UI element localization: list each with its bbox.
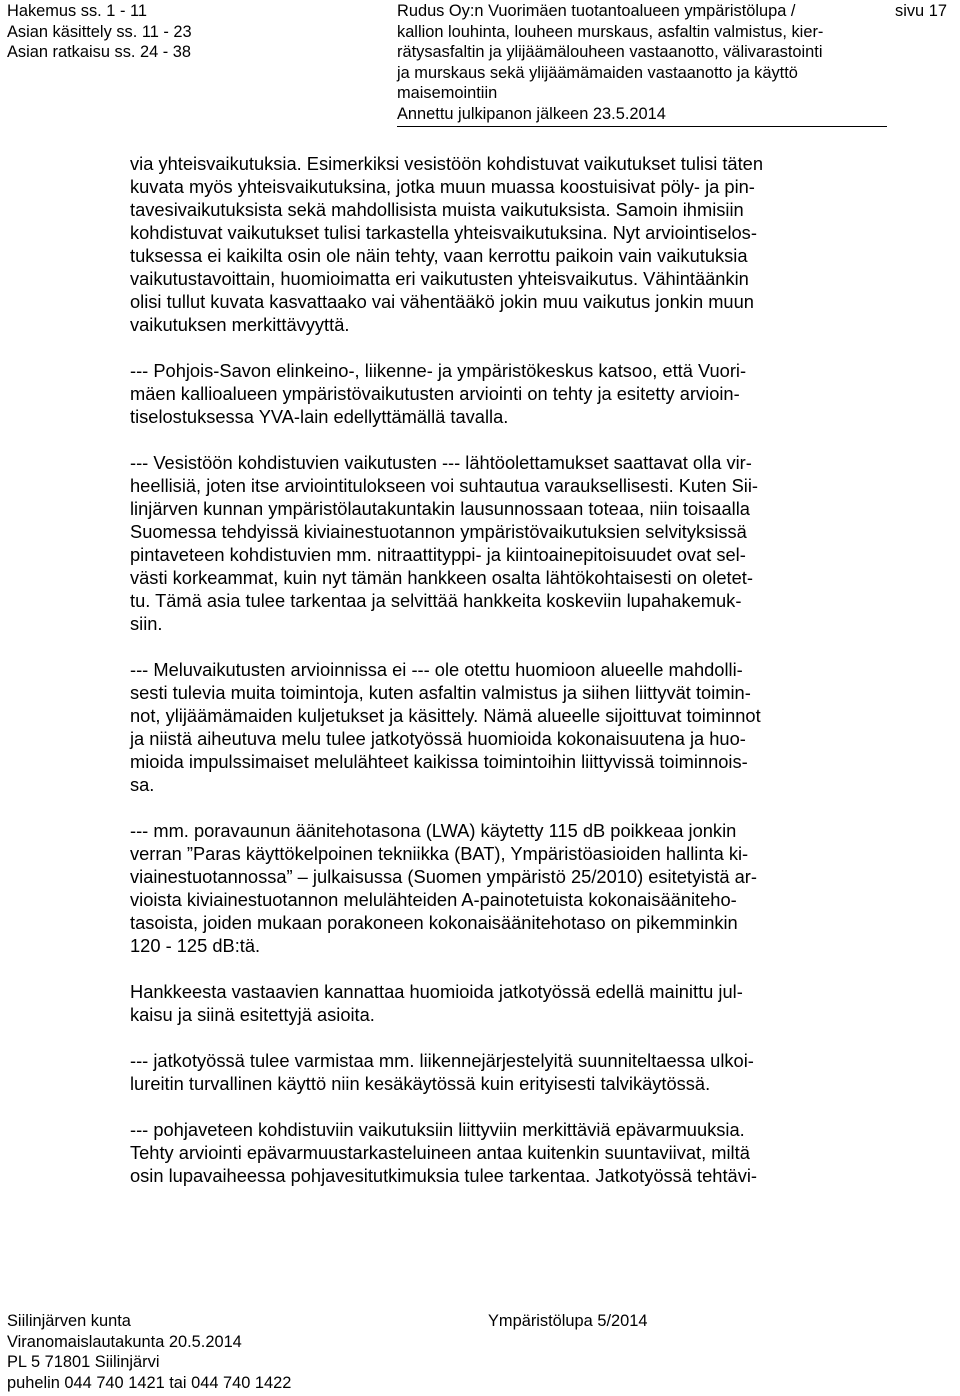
body-line: vioista kiviainestuotannon melulähteiden A-painotetuista kokonaisäänitehо- [130, 889, 737, 910]
body-paragraph [130, 658, 890, 796]
body-line: --- pohjaveteen kohdistuviin vaikutuksiin liittyviin merkittäviä epävarmuuksia. [130, 1119, 745, 1140]
body-line: tu. Tämä asia tulee tarkentaa ja selvittää hankkeita koskeviin lupahakemuk- [130, 590, 742, 611]
header-document-title [397, 1, 887, 124]
header-title-line: rätysasfaltin ja ylijäämälouheen vastaanotto, välivarastointi [397, 43, 823, 61]
body-line: pintaveteen kohdistuvien mm. nitraattityppi- ja kiintoainepitoisuudet ovat sel- [130, 544, 746, 565]
body-line: västi korkeammat, kuin nyt tämän hankkeen osalta lähtökohtaisesti on oletet- [130, 567, 753, 588]
body-line: heellisiä, joten itse arviointitulokseen voi suhtautua varauksellisesti. Kuten Sii- [130, 475, 758, 496]
body-line: Tehty arviointi epävarmuustarkasteluineen antaa kuitenkin suuntaviivat, miltä [130, 1142, 750, 1163]
footer-issuer [7, 1311, 291, 1393]
body-paragraph [130, 819, 890, 957]
body-paragraph [130, 1118, 890, 1187]
body-line: mäen kallioalueen ympäristövaikutusten arviointi on tehty ja esitetty arvioin- [130, 383, 740, 404]
body-line: ja niistä aiheutuva melu tulee jatkotyössä huomioida kokonaisuutena ja huo- [130, 728, 746, 749]
body-line: vaikutustavoittain, huomioimatta eri vaikutusten yhteisvaikutus. Vähintäänkin [130, 268, 749, 289]
body-line: mioida impulssimaiset melulähteet kaikissa toimintoihin liittyvissä toiminnois- [130, 751, 748, 772]
header-left-line: Hakemus ss. 1 - 11 [7, 2, 147, 20]
body-line: via yhteisvaikutuksia. Esimerkiksi vesistöön kohdistuvat vaikutukset tulisi täten [130, 153, 764, 174]
body-paragraph [130, 359, 890, 428]
body-line: tiselostuksessa YVA-lain edellyttämällä tavalla. [130, 406, 509, 427]
body-line: viainestuotannossa” – julkaisussa (Suomen ympäristö 25/2010) esitetyistä ar- [130, 866, 757, 887]
body-line: kohdistuvat vaikutukset tulisi tarkastella yhteisvaikutuksina. Nyt arviointiselos- [130, 222, 757, 243]
header-title-line: maisemointiin [397, 84, 498, 102]
document-body [130, 152, 890, 1210]
footer-permit-number: Ympäristölupa 5/2014 [488, 1312, 648, 1330]
body-paragraph [130, 980, 890, 1026]
body-line: lureitin turvallinen käyttö niin kesäkäytössä kuin erityisesti talvikäytössä. [130, 1073, 711, 1094]
body-line: olisi tullut kuvata kasvattaako vai vähentääkö jokin muu vaikutus jonkin muun [130, 291, 754, 312]
body-line: --- jatkotyössä tulee varmistaa mm. liikennejärjestelyitä suunniteltaessa ulkoi- [130, 1050, 754, 1071]
footer-line: Viranomaislautakunta 20.5.2014 [7, 1332, 242, 1351]
body-line: siin. [130, 613, 163, 634]
body-line: linjärven kunnan ympäristölautakuntakin lausunnossaan toteaa, niin toisaalla [130, 498, 750, 519]
header-title-line: ja murskaus sekä ylijäämämaiden vastaanotto ja käyttö [397, 63, 798, 82]
header-case-sections [7, 1, 387, 63]
body-line: --- Vesistöön kohdistuvien vaikutusten --- lähtöolettamukset saattavat olla vir- [130, 452, 752, 473]
body-line: tavesivaikutuksista sekä mahdollisista muista vaikutuksista. Samoin ihmisiin [130, 199, 744, 220]
body-paragraph [130, 152, 890, 336]
body-line: sesti tulevia muita toimintoja, kuten asfaltin valmistus ja siihen liittyvät toimin- [130, 682, 751, 703]
body-line: tuksessa ei kaikilta osin ole näin tehty, vaan kerrottu paikoin vain vaikutuksia [130, 245, 748, 266]
body-line: Hankkeesta vastaavien kannattaa huomioida jatkotyössä edellä mainittu jul- [130, 981, 743, 1002]
body-line: not, ylijäämämaiden kuljetukset ja käsittely. Nämä alueelle sijoittuvat toiminnot [130, 705, 761, 726]
page-number: sivu 17 [895, 2, 947, 20]
body-line: sa. [130, 774, 155, 795]
footer-line: puhelin 044 740 1421 tai 044 740 1422 [7, 1373, 292, 1392]
header-title-line: kallion louhinta, louheen murskaus, asfaltin valmistus, kier- [397, 22, 824, 41]
header-title-line: Rudus Oy:n Vuorimäen tuotantoalueen ympäristölupa / [397, 2, 796, 20]
header-divider [397, 126, 887, 127]
body-line: tasoista, joiden mukaan porakoneen kokonaisäänitehotaso on pikemminkin [130, 912, 738, 933]
header-left-line: Asian käsittely ss. 11 - 23 [7, 22, 192, 41]
body-paragraph [130, 451, 890, 635]
body-paragraph [130, 1049, 890, 1095]
body-line: --- Meluvaikutusten arvioinnissa ei --- ole otettu huomioon alueelle mahdolli- [130, 659, 743, 680]
body-line: kuvata myös yhteisvaikutuksina, jotka muun muassa koostuisivat pöly- ja pin- [130, 176, 755, 197]
body-line: 120 - 125 dB:tä. [130, 935, 261, 956]
header-title-line: Annettu julkipanon jälkeen 23.5.2014 [397, 104, 666, 123]
body-line: --- mm. poravaunun äänitehotasona (LWA) käytetty 115 dB poikkeaa jonkin [130, 820, 737, 841]
footer-line: Siilinjärven kunta [7, 1312, 131, 1330]
body-line: osin lupavaiheessa pohjavesitutkimuksia tulee tarkentaa. Jatkotyössä tehtävi- [130, 1165, 757, 1186]
body-line: kaisu ja siinä esitettyjä asioita. [130, 1004, 375, 1025]
body-line: verran ”Paras käyttökelpoinen tekniikka (BAT), Ympäristöasioiden hallinta ki- [130, 843, 749, 864]
header-left-line: Asian ratkaisu ss. 24 - 38 [7, 43, 192, 61]
footer-line: PL 5 71801 Siilinjärvi [7, 1353, 160, 1371]
body-line: vaikutuksen merkittävyyttä. [130, 314, 350, 335]
body-line: Suomessa tehdyissä kiviainestuotannon ympäristövaikutuksien selvityksissä [130, 521, 747, 542]
body-line: --- Pohjois-Savon elinkeino-, liikenne- ja ympäristökeskus katsoo, että Vuori- [130, 360, 747, 381]
